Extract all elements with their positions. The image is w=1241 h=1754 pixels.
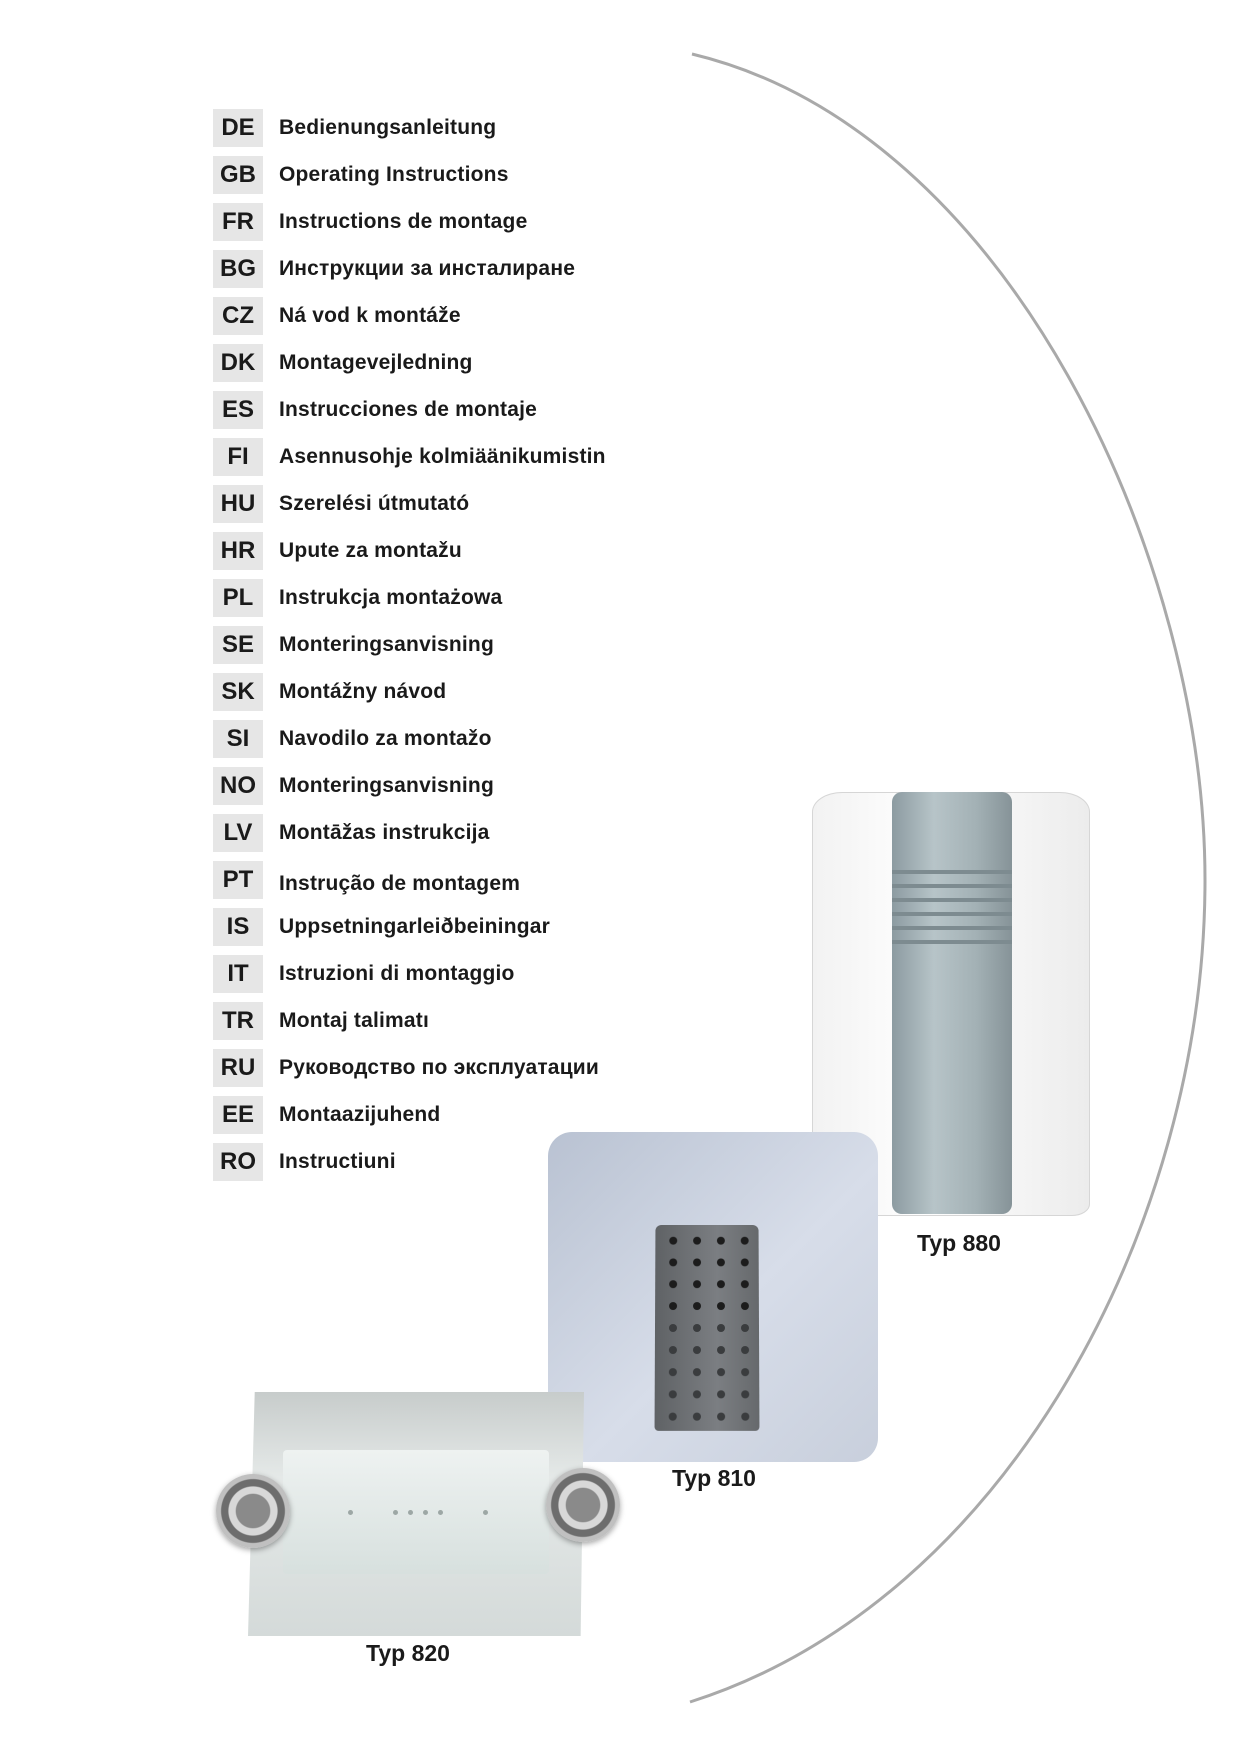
grille-slot [892,912,1012,916]
language-title: Instructions de montage [279,210,528,233]
indicator-dot [348,1510,353,1515]
language-title: Montaazijuhend [279,1103,441,1126]
grille-slot [892,926,1012,930]
grille-hole [693,1368,701,1376]
language-code: FR [213,203,263,241]
language-code: ES [213,391,263,429]
language-title: Operating Instructions [279,163,509,186]
language-code: RU [213,1049,263,1087]
language-title: Руководство по эксплуатации [279,1056,600,1079]
language-row-ro [213,1142,396,1182]
product-image-typ-810 [548,1132,878,1462]
grille-hole [669,1280,677,1288]
grille-hole [741,1280,749,1288]
grille-hole [669,1237,677,1245]
grille-hole [741,1390,749,1398]
language-code: DK [213,344,263,382]
product-image-typ-820 [248,1392,584,1636]
language-code: CZ [213,297,263,335]
grille-hole [693,1237,701,1245]
grille-hole [741,1346,749,1354]
language-title: Instrução de montagem [279,872,521,895]
language-title: Instrucciones de montaje [279,398,538,421]
language-code: FI [213,438,263,476]
grille-slot [892,884,1012,888]
language-title: Montāžas instrukcija [279,821,490,844]
language-row-sk [213,672,446,712]
indicator-dot [423,1510,428,1515]
grille-hole [717,1302,725,1310]
grille-hole [717,1390,725,1398]
grille-hole [693,1258,701,1266]
grille-hole [717,1346,725,1354]
grille-hole [717,1237,725,1245]
language-code: LV [213,814,263,852]
grille-hole [669,1413,677,1421]
language-row-bg [213,249,575,289]
language-row-it [213,954,515,994]
language-code: BG [213,250,263,288]
language-code: IS [213,908,263,946]
language-title: Bedienungsanleitung [279,116,497,139]
speaker-left [216,1474,290,1548]
language-title: Monteringsanvisning [279,633,494,656]
language-code: HR [213,532,263,570]
language-row-tr [213,1001,429,1041]
language-title: Montagevejledning [279,351,473,374]
grille-hole [717,1368,725,1376]
grille-hole [717,1258,725,1266]
grille-hole [693,1390,701,1398]
language-title: Szerelési útmutató [279,492,470,515]
device-front-panel [892,792,1012,1214]
grille-hole [693,1346,701,1354]
language-code: DE [213,109,263,147]
grille-hole [669,1258,677,1266]
indicator-dot [483,1510,488,1515]
language-title: Instrukcja montażowa [279,586,503,609]
language-code: SI [213,720,263,758]
language-row-ru [213,1048,599,1088]
device-front-panel [283,1450,549,1574]
language-row-de [213,108,496,148]
indicator-dot [438,1510,443,1515]
language-row-cz [213,296,461,336]
language-row-fi [213,437,606,477]
language-code: TR [213,1002,263,1040]
language-title: Uppsetningarleiðbeiningar [279,915,551,938]
language-row-se [213,625,494,665]
grille-hole [669,1324,677,1332]
language-code: GB [213,156,263,194]
indicator-dot [408,1510,413,1515]
language-code: NO [213,767,263,805]
language-title: Monteringsanvisning [279,774,494,797]
language-title: Montážny návod [279,680,447,703]
language-title: Asennusohje kolmiäänikumistin [279,445,606,468]
language-title: Instructiuni [279,1150,396,1173]
language-code: SE [213,626,263,664]
language-title: Ná vod k montáže [279,304,461,327]
product-caption-typ-820: Typ 820 [366,1640,450,1666]
grille-hole [741,1368,749,1376]
grille-hole [717,1413,725,1421]
language-code: IT [213,955,263,993]
language-row-es [213,390,537,430]
grille-hole [717,1324,725,1332]
language-row-pl [213,578,502,618]
language-code: RO [213,1143,263,1181]
language-row-no [213,766,494,806]
grille-hole [741,1413,749,1421]
language-code: HU [213,485,263,523]
language-code: SK [213,673,263,711]
grille-hole [693,1280,701,1288]
grille-hole [741,1324,749,1332]
grille-slot [892,898,1012,902]
grille-hole [669,1390,677,1398]
grille-hole [741,1237,749,1245]
language-row-lv [213,813,490,853]
speaker-right [546,1468,620,1542]
language-row-dk [213,343,473,383]
grille-hole [741,1302,749,1310]
product-caption-typ-880: Typ 880 [917,1230,1001,1256]
product-caption-typ-810: Typ 810 [672,1465,756,1491]
language-title: Istruzioni di montaggio [279,962,515,985]
indicator-dot [393,1510,398,1515]
grille-slot [892,940,1012,944]
language-title: Montaj talimatı [279,1009,430,1032]
grille-hole [693,1413,701,1421]
language-row-is [213,907,550,947]
language-code: PL [213,579,263,617]
language-code: PT [213,861,263,899]
language-title: Navodilo za montažo [279,727,492,750]
grille-hole [669,1368,677,1376]
grille-hole [693,1302,701,1310]
language-row-hr [213,531,462,571]
grille-slot [892,870,1012,874]
language-row-pt [213,860,520,900]
language-row-si [213,719,492,759]
language-row-ee [213,1095,440,1135]
language-title: Инструкции за инсталиране [279,257,576,280]
grille-hole [717,1280,725,1288]
speaker-grille [655,1225,760,1431]
grille-hole [741,1258,749,1266]
language-code: EE [213,1096,263,1134]
grille-hole [669,1302,677,1310]
grille-hole [693,1324,701,1332]
language-row-hu [213,484,469,524]
language-title: Upute za montažu [279,539,462,562]
grille-hole [669,1346,677,1354]
language-row-fr [213,202,527,242]
language-row-gb [213,155,509,195]
